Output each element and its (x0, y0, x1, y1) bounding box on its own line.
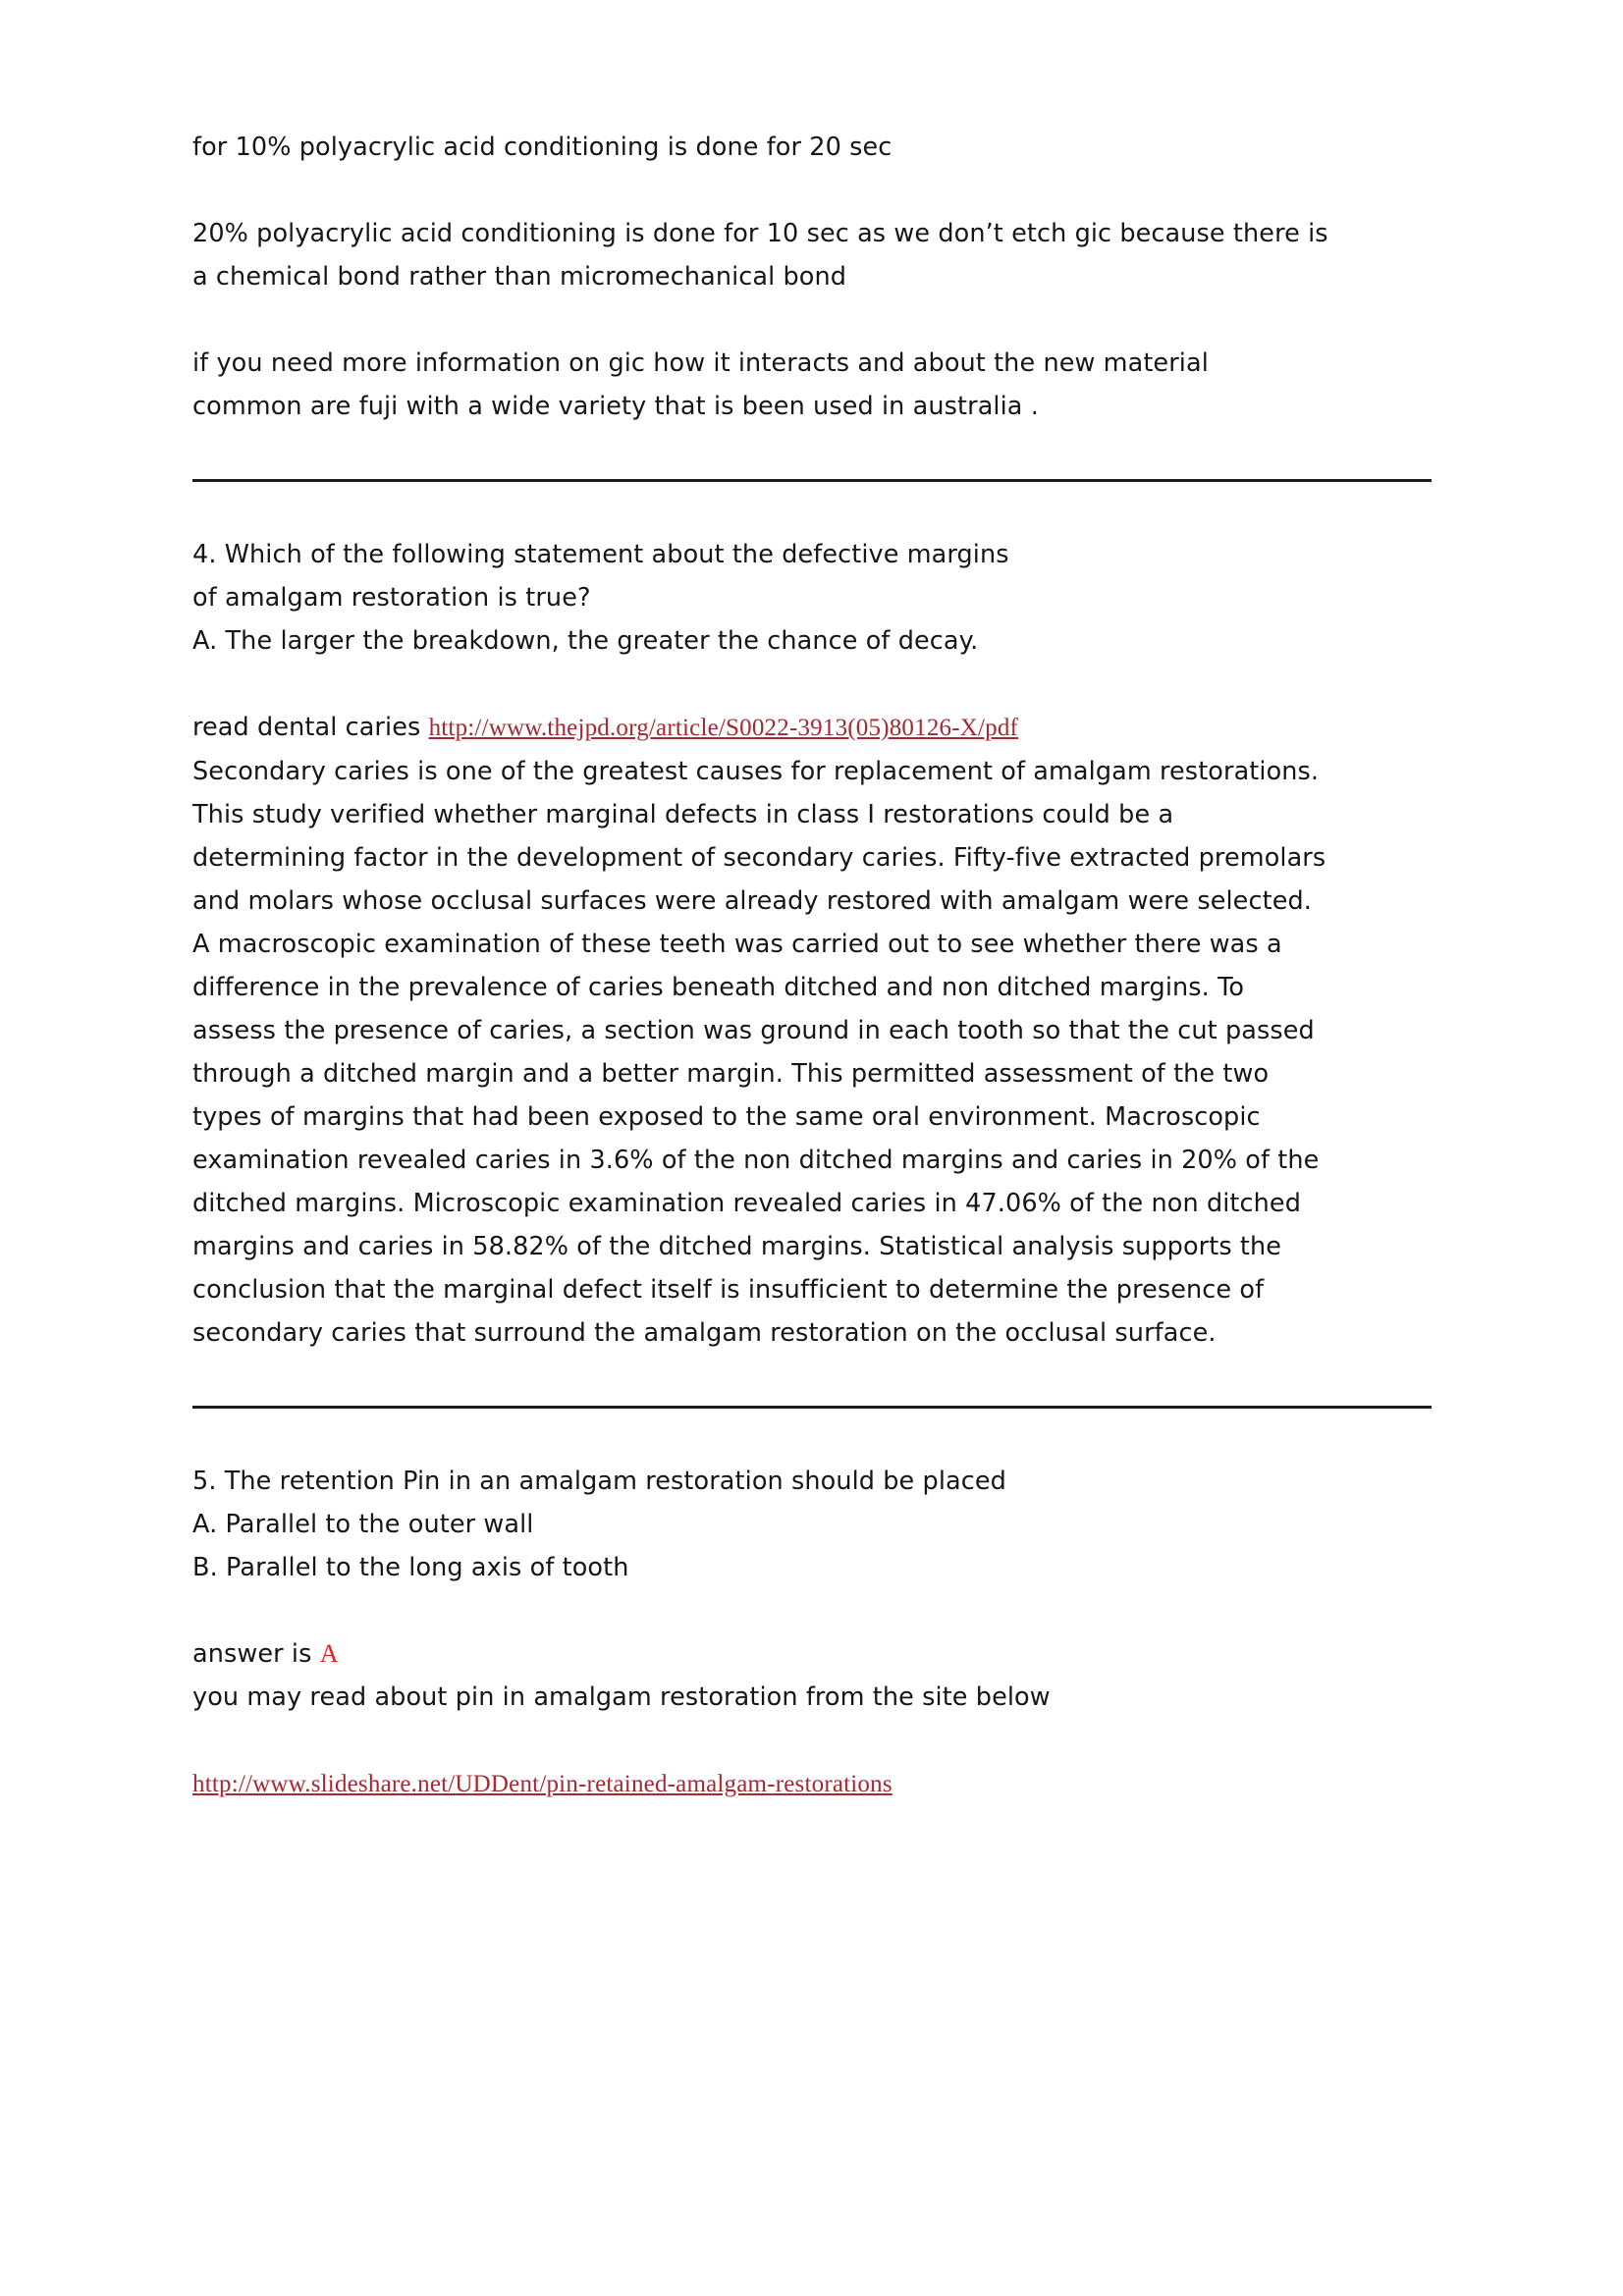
answer-prefix-text: answer is (192, 1639, 320, 1669)
question-5-note: you may read about pin in amalgam restoration from the site below (192, 1682, 1051, 1712)
answer-letter-value: A (319, 1639, 339, 1668)
abstract-line: through a ditched margin and a better margin. This permitted assessment of the two (192, 1059, 1270, 1089)
abstract-line: Secondary caries is one of the greatest causes for replacement of amalgam restorations. (192, 757, 1320, 786)
slideshare-link[interactable]: http://www.slideshare.net/UDDent/pin-retained-amalgam-restorations (192, 1771, 893, 1797)
abstract-line: This study verified whether marginal defects in class I restorations could be a (192, 800, 1174, 829)
answer-line (192, 1632, 1432, 1676)
question-4-reference (192, 706, 1432, 750)
abstract-line: secondary caries that surround the amalgam restoration on the occlusal surface. (192, 1318, 1217, 1348)
question-4-stem-line1: 4. Which of the following statement about the defective margins (192, 540, 1009, 569)
intro-paragraph-1 (192, 126, 1432, 169)
question-5-stem (192, 1460, 1432, 1589)
question-4-option-a: A. The larger the breakdown, the greater the chance of decay. (192, 626, 979, 656)
intro-paragraph-3 (192, 342, 1432, 428)
spacer (192, 169, 1432, 212)
read-prefix-text: read dental caries (192, 713, 429, 742)
intro-p3-line1: if you need more information on gic how it interacts and about the new material (192, 348, 1209, 378)
question-5-option-a: A. Parallel to the outer wall (192, 1510, 534, 1539)
intro-p2-line1: 20% polyacrylic acid conditioning is done for 10 sec as we don’t etch gic because there is (192, 219, 1328, 248)
abstract-line: and molars whose occlusal surfaces were already restored with amalgam were selected. (192, 886, 1312, 916)
abstract-line: types of margins that had been exposed to the same oral environment. Macroscopic (192, 1102, 1261, 1132)
spacer (192, 1719, 1432, 1762)
intro-paragraph-2 (192, 212, 1432, 298)
abstract-line: examination revealed caries in 3.6% of the non ditched margins and caries in 20% of the (192, 1146, 1320, 1175)
question-5-answer (192, 1632, 1432, 1719)
intro-p2-line2: a chemical bond rather than micromechanical bond (192, 262, 847, 292)
abstract-line: margins and caries in 58.82% of the ditched margins. Statistical analysis supports the (192, 1232, 1282, 1261)
abstract-line: A macroscopic examination of these teeth was carried out to see whether there was a (192, 930, 1282, 959)
abstract-line: ditched margins. Microscopic examination revealed caries in 47.06% of the non ditched (192, 1189, 1301, 1218)
intro-p1-line: for 10% polyacrylic acid conditioning is done for 20 sec (192, 133, 893, 162)
question-5-reference (192, 1762, 1432, 1806)
thejpd-article-link[interactable]: http://www.thejpd.org/article/S0022-3913(05)80126-X/pdf (428, 715, 1019, 741)
question-4-stem-line2: of amalgam restoration is true? (192, 583, 591, 613)
spacer (192, 663, 1432, 706)
intro-p3-line2: common are fuji with a wide variety that is been used in australia . (192, 392, 1039, 421)
abstract-line: conclusion that the marginal defect itself is insufficient to determine the presence of (192, 1275, 1265, 1305)
spacer (192, 298, 1432, 342)
question-5-option-b: B. Parallel to the long axis of tooth (192, 1553, 629, 1582)
question-5-stem-line: 5. The retention Pin in an amalgam restoration should be placed (192, 1467, 1006, 1496)
section-divider-2 (192, 1406, 1432, 1409)
question-4-stem (192, 533, 1432, 663)
abstract-line: determining factor in the development of secondary caries. Fifty-five extracted premolars (192, 843, 1326, 873)
spacer (192, 1589, 1432, 1632)
abstract-line: assess the presence of caries, a section was ground in each tooth so that the cut passed (192, 1016, 1315, 1045)
read-dental-caries-line (192, 706, 1432, 750)
document-body (192, 126, 1432, 1806)
question-4-abstract (192, 750, 1432, 1355)
section-divider-1 (192, 479, 1432, 482)
abstract-line: difference in the prevalence of caries beneath ditched and non ditched margins. To (192, 973, 1245, 1002)
